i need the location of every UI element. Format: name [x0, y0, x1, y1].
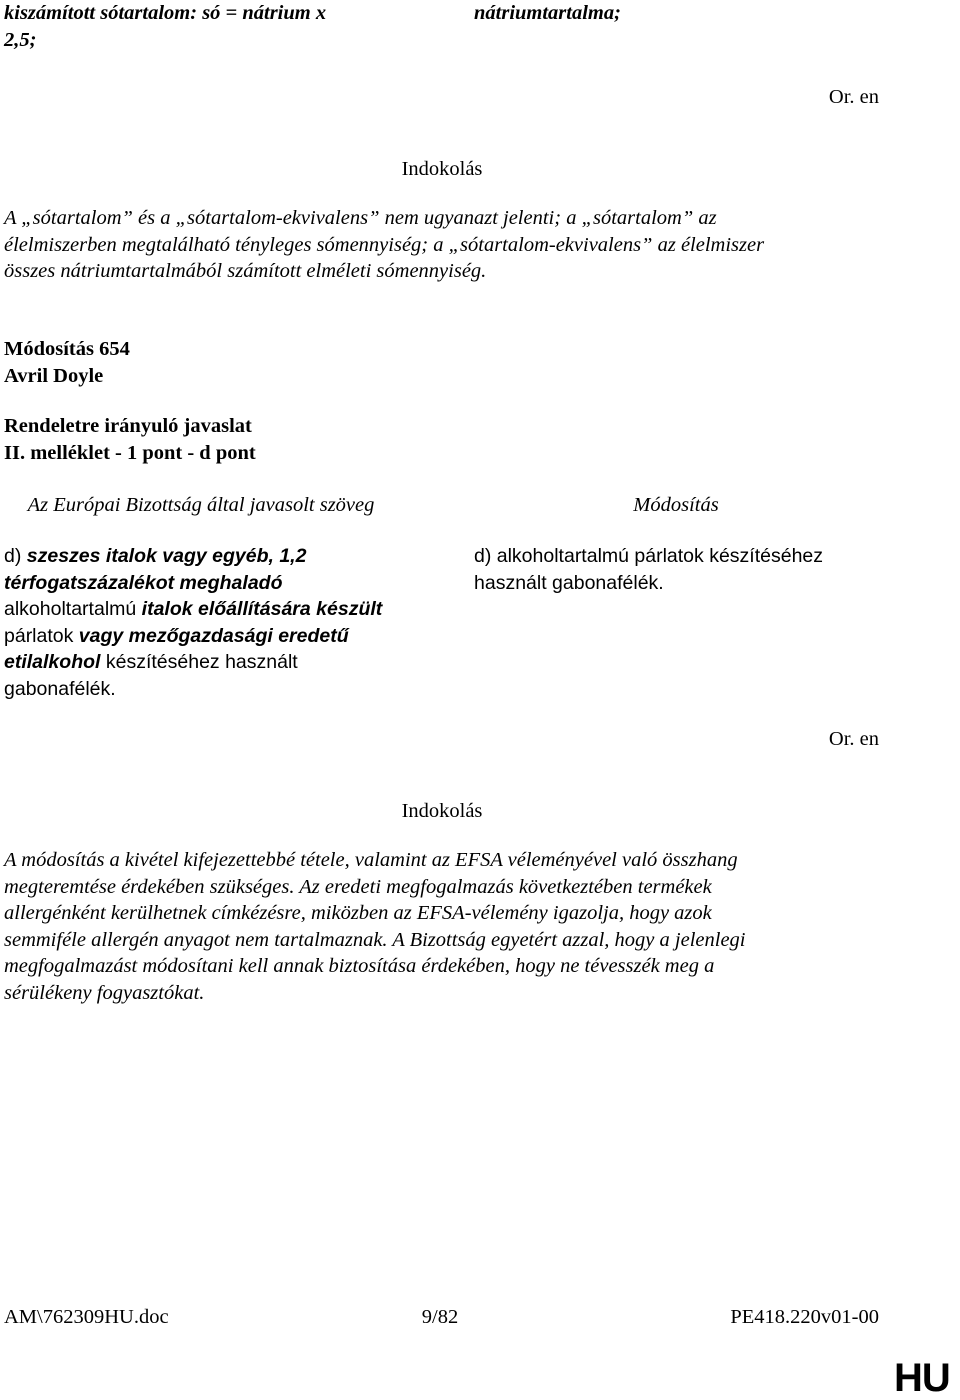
plain-text: készítéséhez használt: [100, 651, 298, 673]
deleted-text: szeszes italok vagy egyéb, 1,2: [26, 545, 307, 567]
deleted-text: italok előállítására készült: [141, 598, 383, 620]
justification-2-line: semmiféle allergén anyagot nem tartalmaznak. A Bizottság egyetért azzal, hogy a jelenlegi: [4, 928, 746, 951]
deleted-text: vagy mezőgazdasági eredetű: [78, 624, 349, 647]
justification-2-line: sérülékeny fogyasztókat.: [4, 981, 205, 1004]
top-right-line-1: nátriumtartalma;: [474, 2, 621, 24]
top-left-line-2: 2,5;: [4, 28, 37, 51]
commission-text-line-5: [4, 649, 444, 676]
justification-body-1: [4, 205, 904, 285]
justification-2-line: megteremtése érdekében szükséges. Az eredeti megfogalmazás következtében termékek: [4, 875, 712, 898]
footer-pe-ref: PE418.220v01-00: [730, 1306, 879, 1328]
commission-text-line-2: [4, 570, 444, 597]
commission-text: [4, 543, 444, 702]
commission-text-line-1: [4, 543, 444, 570]
justification-heading-1: Indokolás: [401, 158, 483, 180]
amended-text: [474, 543, 914, 596]
amended-text-line-2: használt gabonafélék.: [474, 571, 664, 594]
justification-1-line: A „sótartalom” és a „sótartalom-ekvivalens” nem ugyanazt jelenti; a „sótartalom” az: [4, 207, 717, 229]
amendment-author: Avril Doyle: [4, 364, 104, 387]
commission-text-line-4: [4, 623, 444, 650]
justification-2-line: A módosítás a kivétel kifejezettebbé tétele, valamint az EFSA véleményével való összhang: [4, 849, 738, 871]
footer-doc-ref: AM\762309HU.doc: [4, 1306, 169, 1328]
justification-body-2: [4, 847, 904, 1006]
justification-1-line: összes nátriumtartalmából számított elméleti sómennyiség.: [4, 260, 487, 282]
amendment-number: Módosítás 654: [4, 338, 130, 360]
plain-text: párlatok: [4, 624, 79, 647]
plain-text: d): [4, 545, 27, 567]
top-right-cell: [474, 0, 894, 27]
justification-1-line: élelmiszerben megtalálható tényleges sómennyiség; a „sótartalom-ekvivalens” az élelmiszer: [4, 233, 765, 256]
amendment-header: [4, 336, 604, 389]
plain-text: gabonafélék.: [4, 677, 116, 700]
deleted-text: etilalkohol: [4, 651, 101, 673]
plain-text: alkoholtartalmú: [4, 598, 142, 620]
justification-heading-2: Indokolás: [401, 800, 483, 822]
deleted-text: térfogatszázalékot meghaladó: [4, 571, 283, 594]
commission-text-line-3: [4, 596, 444, 623]
commission-text-line-6: [4, 676, 444, 703]
top-left-line-1: kiszámított sótartalom: só = nátrium x: [4, 2, 327, 24]
commission-text-header: Az Európai Bizottság által javasolt szöveg: [27, 494, 375, 516]
amendment-reference-block: [4, 413, 604, 466]
footer-page-number: 9/82: [421, 1306, 459, 1328]
amendment-text-header: Módosítás: [633, 494, 719, 516]
proposal-title: Rendeletre irányuló javaslat: [4, 415, 252, 437]
amended-text-line-1: d) alkoholtartalmú párlatok készítéséhez: [474, 545, 824, 567]
original-language-2: Or. en: [828, 728, 879, 750]
original-language-1: Or. en: [828, 86, 879, 108]
top-left-cell: [4, 0, 424, 53]
justification-2-line: allergénként kerülhetnek címkézésre, miközben az EFSA-vélemény igazolja, hogy azok: [4, 902, 712, 924]
amendment-reference: II. melléklet - 1 pont - d pont: [4, 441, 256, 464]
language-code-mark: HU: [894, 1356, 950, 1400]
justification-2-line: megfogalmazást módosítani kell annak biztosítása érdekében, hogy ne tévesszék meg a: [4, 955, 715, 977]
